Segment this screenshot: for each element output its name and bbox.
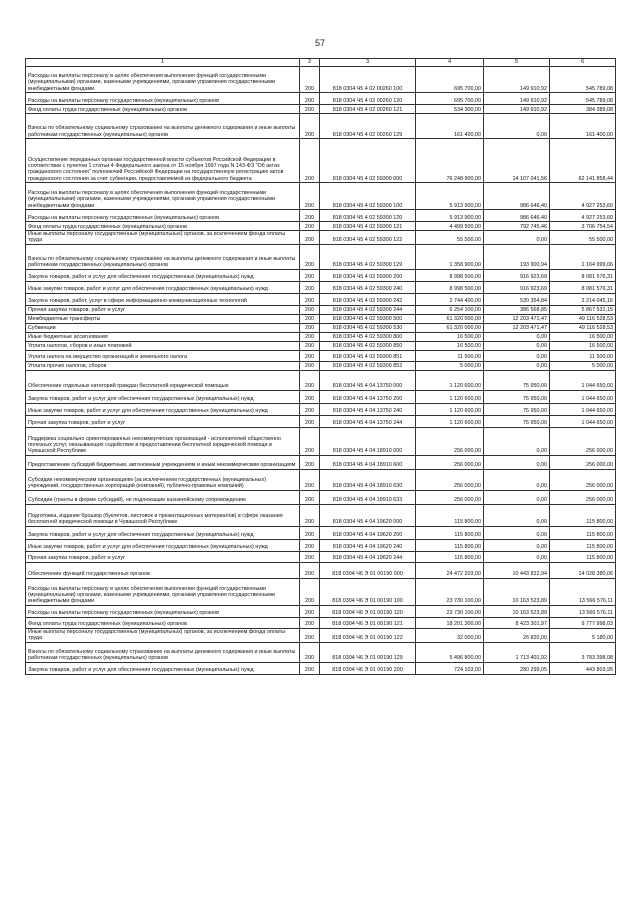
approved-amount-cell: 5 496 800,00 (416, 642, 484, 662)
row-name-cell: Расходы на выплаты персоналу в целях обеспечения выполнения функций государственными (муниципальными) органами, казенными учреждениями, органами управления государственными внебюджетными фондами (26, 183, 300, 210)
unexecuted-amount-cell: 5 180,00 (550, 628, 616, 642)
table-row (26, 183, 616, 210)
table-row (26, 403, 616, 415)
executed-amount-cell: 0,00 (484, 455, 550, 469)
executed-amount-cell: 193 900,94 (484, 244, 550, 269)
unexecuted-amount-cell: 545 789,08 (550, 67, 616, 93)
approved-amount-cell: 1 120 600,00 (416, 415, 484, 427)
column-header: 2 (300, 59, 320, 67)
row-code-cell: 200 (300, 341, 320, 350)
table-row (26, 323, 616, 332)
approved-amount-cell: 1 120 600,00 (416, 403, 484, 415)
approved-amount-cell: 695 700,00 (416, 67, 484, 93)
approved-amount-cell: 1 120 600,00 (416, 390, 484, 403)
executed-amount-cell: 10 443 822,94 (484, 562, 550, 578)
executed-amount-cell: 0,00 (484, 526, 550, 539)
executed-amount-cell: 149 910,92 (484, 93, 550, 105)
table-row (26, 642, 616, 662)
classification-code-cell: 818 0304 Ч5 4 02 00260 100 (320, 67, 416, 93)
row-name-cell: Предоставление субсидий бюджетным, автономным учреждениям и иным некоммерческим организациям (26, 455, 300, 469)
approved-amount-cell: 23 730 100,00 (416, 578, 484, 605)
unexecuted-amount-cell: 5 000,00 (550, 361, 616, 370)
unexecuted-amount-cell: 256 000,00 (550, 469, 616, 490)
unexecuted-amount-cell: 384 389,08 (550, 105, 616, 114)
unexecuted-amount-cell: 115 800,00 (550, 504, 616, 526)
unexecuted-amount-cell: 55 500,00 (550, 231, 616, 245)
executed-amount-cell: 1 713 401,92 (484, 642, 550, 662)
row-name-cell: Иные закупки товаров, работ и услуг для обеспечения государственных (муниципальных) нужд (26, 403, 300, 415)
column-header: 4 (416, 59, 484, 67)
table-row (26, 222, 616, 231)
executed-amount-cell: 75 950,00 (484, 390, 550, 403)
classification-code-cell: 818 0304 Ч5 4 02 59300 100 (320, 183, 416, 210)
row-code-cell: 200 (300, 562, 320, 578)
row-name-cell: Уплата налогов, сборов и иных платежей (26, 341, 300, 350)
approved-amount-cell: 76 248 900,00 (416, 139, 484, 183)
executed-amount-cell: 0,00 (484, 504, 550, 526)
executed-amount-cell: 149 910,92 (484, 67, 550, 93)
table-row (26, 469, 616, 490)
row-code-cell: 200 (300, 269, 320, 281)
row-code-cell: 200 (300, 222, 320, 231)
classification-code-cell: 818 0304 Ч6 Э 01 00190 000 (320, 562, 416, 578)
row-code-cell: 200 (300, 642, 320, 662)
approved-amount-cell: 11 500,00 (416, 350, 484, 361)
unexecuted-amount-cell: 256 000,00 (550, 490, 616, 504)
row-code-cell: 200 (300, 578, 320, 605)
approved-amount-cell: 5 913 900,00 (416, 183, 484, 210)
row-code-cell: 200 (300, 332, 320, 341)
executed-amount-cell: 0,00 (484, 350, 550, 361)
approved-amount-cell: 161 400,00 (416, 114, 484, 139)
approved-amount-cell: 256 000,00 (416, 455, 484, 469)
row-name-cell: Прочая закупка товаров, работ и услуг (26, 551, 300, 562)
executed-amount-cell: 14 107 041,56 (484, 139, 550, 183)
unexecuted-amount-cell: 1 044 650,00 (550, 390, 616, 403)
table-row (26, 305, 616, 314)
unexecuted-amount-cell: 9 777 998,03 (550, 617, 616, 628)
approved-amount-cell: 32 000,00 (416, 628, 484, 642)
executed-amount-cell: 916 923,69 (484, 281, 550, 293)
executed-amount-cell: 0,00 (484, 539, 550, 551)
unexecuted-amount-cell: 115 800,00 (550, 539, 616, 551)
row-name-cell: Обеспечение функций государственных органов (26, 562, 300, 578)
approved-amount-cell: 1 120 600,00 (416, 370, 484, 390)
classification-code-cell: 818 0304 Ч6 Э 01 00190 121 (320, 617, 416, 628)
unexecuted-amount-cell: 4 927 253,60 (550, 210, 616, 222)
unexecuted-amount-cell: 161 400,00 (550, 114, 616, 139)
row-name-cell: Иные закупки товаров, работ и услуг для обеспечения государственных (муниципальных) нужд (26, 539, 300, 551)
page-number: 57 (314, 38, 325, 48)
table-row (26, 114, 616, 139)
row-code-cell: 200 (300, 231, 320, 245)
classification-code-cell: 818 0304 Ч5 4 04 19620 244 (320, 551, 416, 562)
row-name-cell: Взносы по обязательному социальному страхованию на выплаты денежного содержания и иные выплаты работникам государственных (муниципальных) органов (26, 244, 300, 269)
row-name-cell: Иные бюджетные ассигнования (26, 332, 300, 341)
classification-code-cell: 818 0304 Ч5 4 02 59300 851 (320, 350, 416, 361)
executed-amount-cell: 986 646,40 (484, 183, 550, 210)
table-row (26, 332, 616, 341)
unexecuted-amount-cell: 13 566 576,11 (550, 605, 616, 617)
approved-amount-cell: 16 500,00 (416, 332, 484, 341)
classification-code-cell: 818 0304 Ч5 4 02 59300 800 (320, 332, 416, 341)
unexecuted-amount-cell: 1 164 999,06 (550, 244, 616, 269)
row-name-cell: Поддержка социально ориентированных некоммерческих организаций - исполнителей общественно полезных услуг, оказывающих содействие в предоставлении бесплатной юридической помощи в Чувашской Республике (26, 427, 300, 455)
approved-amount-cell: 724 103,00 (416, 662, 484, 674)
table-row (26, 539, 616, 551)
row-code-cell: 200 (300, 539, 320, 551)
row-name-cell: Расходы на выплаты персоналу государственных (муниципальных) органов (26, 210, 300, 222)
row-name-cell: Расходы на выплаты персоналу в целях обеспечения выполнения функций государственными (муниципальными) органами, казенными учреждениями, органами управления государственными внебюджетными фондами (26, 578, 300, 605)
executed-amount-cell: 0,00 (484, 341, 550, 350)
row-code-cell: 200 (300, 114, 320, 139)
classification-code-cell: 818 0304 Ч5 4 04 13750 240 (320, 403, 416, 415)
row-code-cell: 200 (300, 244, 320, 269)
approved-amount-cell: 18 201 300,00 (416, 617, 484, 628)
executed-amount-cell: 10 163 523,89 (484, 578, 550, 605)
classification-code-cell: 818 0304 Ч5 4 04 19620 200 (320, 526, 416, 539)
unexecuted-amount-cell: 115 800,00 (550, 526, 616, 539)
classification-code-cell: 818 0304 Ч5 4 04 18910 630 (320, 469, 416, 490)
classification-code-cell: 818 0304 Ч5 4 02 00260 120 (320, 93, 416, 105)
classification-code-cell: 818 0304 Ч5 4 02 59300 850 (320, 341, 416, 350)
row-code-cell: 200 (300, 551, 320, 562)
row-name-cell: Закупка товаров, работ и услуг для обеспечения государственных (муниципальных) нужд (26, 526, 300, 539)
approved-amount-cell: 5 000,00 (416, 361, 484, 370)
classification-code-cell: 818 0304 Ч5 4 02 59300 129 (320, 244, 416, 269)
approved-amount-cell: 24 472 203,00 (416, 562, 484, 578)
column-header: 5 (484, 59, 550, 67)
row-name-cell: Закупка товаров, работ и услуг для обеспечения государственных (муниципальных) нужд (26, 390, 300, 403)
approved-amount-cell: 23 730 100,00 (416, 605, 484, 617)
executed-amount-cell: 10 163 523,89 (484, 605, 550, 617)
unexecuted-amount-cell: 115 800,00 (550, 551, 616, 562)
executed-amount-cell: 0,00 (484, 469, 550, 490)
row-name-cell: Прочая закупка товаров, работ и услуг (26, 305, 300, 314)
approved-amount-cell: 61 320 000,00 (416, 314, 484, 323)
classification-code-cell: 818 0304 Ч6 Э 01 00190 129 (320, 642, 416, 662)
row-name-cell: Закупка товаров, работ и услуг для обеспечения государственных (муниципальных) нужд (26, 662, 300, 674)
table-row (26, 231, 616, 245)
table-row (26, 504, 616, 526)
row-name-cell: Расходы на выплаты персоналу государственных (муниципальных) органов (26, 93, 300, 105)
executed-amount-cell: 916 923,69 (484, 269, 550, 281)
classification-code-cell: 818 0304 Ч6 Э 01 00190 100 (320, 578, 416, 605)
classification-code-cell: 818 0304 Ч5 4 02 59300 121 (320, 222, 416, 231)
executed-amount-cell: 0,00 (484, 361, 550, 370)
row-code-cell: 200 (300, 67, 320, 93)
classification-code-cell: 818 0304 Ч5 4 02 59300 500 (320, 314, 416, 323)
row-code-cell: 200 (300, 415, 320, 427)
approved-amount-cell: 115 800,00 (416, 551, 484, 562)
table-row (26, 617, 616, 628)
row-name-cell: Расходы на выплаты персоналу в целях обеспечения выполнения функций государственными (муниципальными) органами, казенными учреждениями, органами управления государственными внебюджетными фондами (26, 67, 300, 93)
unexecuted-amount-cell: 1 044 650,00 (550, 370, 616, 390)
table-row (26, 390, 616, 403)
row-code-cell: 200 (300, 361, 320, 370)
executed-amount-cell: 0,00 (484, 114, 550, 139)
row-code-cell: 200 (300, 314, 320, 323)
approved-amount-cell: 115 800,00 (416, 504, 484, 526)
classification-code-cell: 818 0304 Ч5 4 02 59300 120 (320, 210, 416, 222)
row-name-cell: Фонд оплаты труда государственных (муниципальных) органов (26, 617, 300, 628)
classification-code-cell: 818 0304 Ч5 4 04 19620 000 (320, 504, 416, 526)
executed-amount-cell: 0,00 (484, 231, 550, 245)
table-row (26, 93, 616, 105)
executed-amount-cell: 12 203 471,47 (484, 314, 550, 323)
row-name-cell: Субсидии (гранты в форме субсидий), не подлежащие казначейскому сопровождению (26, 490, 300, 504)
unexecuted-amount-cell: 14 028 380,06 (550, 562, 616, 578)
table-row (26, 578, 616, 605)
executed-amount-cell: 0,00 (484, 332, 550, 341)
classification-code-cell: 818 0304 Ч5 4 04 18910 000 (320, 427, 416, 455)
row-name-cell: Субвенции (26, 323, 300, 332)
approved-amount-cell: 695 700,00 (416, 93, 484, 105)
classification-code-cell: 818 0304 Ч5 4 04 13750 000 (320, 370, 416, 390)
executed-amount-cell: 75 950,00 (484, 403, 550, 415)
approved-amount-cell: 256 000,00 (416, 469, 484, 490)
row-code-cell: 200 (300, 662, 320, 674)
approved-amount-cell: 61 320 000,00 (416, 323, 484, 332)
executed-amount-cell: 75 950,00 (484, 415, 550, 427)
row-code-cell: 200 (300, 427, 320, 455)
row-name-cell: Уплата налога на имущество организаций и земельного налога (26, 350, 300, 361)
executed-amount-cell: 530 354,84 (484, 293, 550, 305)
table-row (26, 139, 616, 183)
table-row (26, 605, 616, 617)
row-name-cell: Взносы по обязательному социальному страхованию на выплаты денежного содержания и иные выплаты работникам государственных (муниципальных) органов (26, 114, 300, 139)
executed-amount-cell: 75 950,00 (484, 370, 550, 390)
row-code-cell: 200 (300, 605, 320, 617)
unexecuted-amount-cell: 3 783 398,08 (550, 642, 616, 662)
classification-code-cell: 818 0304 Ч5 4 02 00260 121 (320, 105, 416, 114)
row-code-cell: 200 (300, 526, 320, 539)
executed-amount-cell: 792 745,46 (484, 222, 550, 231)
approved-amount-cell: 1 358 900,00 (416, 244, 484, 269)
unexecuted-amount-cell: 49 116 528,53 (550, 314, 616, 323)
executed-amount-cell: 280 299,05 (484, 662, 550, 674)
table-row (26, 427, 616, 455)
approved-amount-cell: 8 998 500,00 (416, 269, 484, 281)
row-code-cell: 200 (300, 305, 320, 314)
executed-amount-cell: 149 910,92 (484, 105, 550, 114)
classification-code-cell: 818 0304 Ч5 4 02 59300 200 (320, 269, 416, 281)
row-name-cell: Субсидии некоммерческим организациям (за исключением государственных (муниципальных) учреждений, государственных корпораций (компаний), публично-правовых компаний) (26, 469, 300, 490)
row-code-cell: 200 (300, 210, 320, 222)
table-row (26, 662, 616, 674)
executed-amount-cell: 386 568,85 (484, 305, 550, 314)
classification-code-cell: 818 0304 Ч5 4 04 13750 244 (320, 415, 416, 427)
table-row (26, 551, 616, 562)
approved-amount-cell: 115 800,00 (416, 539, 484, 551)
row-name-cell: Обеспечение отдельных категорий граждан бесплатной юридической помощью (26, 370, 300, 390)
executed-amount-cell: 8 423 301,97 (484, 617, 550, 628)
table-row (26, 562, 616, 578)
table-row (26, 361, 616, 370)
approved-amount-cell: 4 499 500,00 (416, 222, 484, 231)
row-code-cell: 200 (300, 617, 320, 628)
approved-amount-cell: 256 000,00 (416, 490, 484, 504)
row-name-cell: Фонд оплаты труда государственных (муниципальных) органов (26, 105, 300, 114)
table-row (26, 415, 616, 427)
table-row (26, 341, 616, 350)
unexecuted-amount-cell: 16 500,00 (550, 332, 616, 341)
row-name-cell: Межбюджетные трансферты (26, 314, 300, 323)
row-code-cell: 200 (300, 105, 320, 114)
table-row (26, 269, 616, 281)
unexecuted-amount-cell: 4 927 253,60 (550, 183, 616, 210)
approved-amount-cell: 115 800,00 (416, 526, 484, 539)
classification-code-cell: 818 0304 Ч5 4 02 59300 530 (320, 323, 416, 332)
row-name-cell: Иные закупки товаров, работ и услуг для обеспечения государственных (муниципальных) нужд (26, 281, 300, 293)
unexecuted-amount-cell: 49 116 528,53 (550, 323, 616, 332)
executed-amount-cell: 0,00 (484, 490, 550, 504)
approved-amount-cell: 534 300,00 (416, 105, 484, 114)
budget-table (25, 58, 616, 675)
column-header: 6 (550, 59, 616, 67)
row-code-cell: 200 (300, 139, 320, 183)
unexecuted-amount-cell: 1 044 650,00 (550, 403, 616, 415)
classification-code-cell: 818 0304 Ч5 4 02 59300 242 (320, 293, 416, 305)
row-code-cell: 200 (300, 403, 320, 415)
row-code-cell: 200 (300, 183, 320, 210)
unexecuted-amount-cell: 8 081 576,31 (550, 281, 616, 293)
row-name-cell: Закупка товаров, работ, услуг в сфере информационно-коммуникационных технологий (26, 293, 300, 305)
row-code-cell: 200 (300, 350, 320, 361)
classification-code-cell: 818 0304 Ч5 4 04 13750 200 (320, 390, 416, 403)
row-code-cell: 200 (300, 469, 320, 490)
executed-amount-cell: 0,00 (484, 427, 550, 455)
table-row (26, 455, 616, 469)
approved-amount-cell: 6 254 100,00 (416, 305, 484, 314)
unexecuted-amount-cell: 16 500,00 (550, 341, 616, 350)
classification-code-cell: 818 0304 Ч5 4 02 59300 244 (320, 305, 416, 314)
unexecuted-amount-cell: 2 214 045,16 (550, 293, 616, 305)
approved-amount-cell: 2 744 400,00 (416, 293, 484, 305)
classification-code-cell: 818 0304 Ч6 Э 01 00190 122 (320, 628, 416, 642)
unexecuted-amount-cell: 11 500,00 (550, 350, 616, 361)
table-row (26, 370, 616, 390)
unexecuted-amount-cell: 62 141 858,44 (550, 139, 616, 183)
row-name-cell: Иные выплаты персоналу государственных (муниципальных) органов, за исключением фонда оплаты труда (26, 231, 300, 245)
row-code-cell: 200 (300, 93, 320, 105)
row-name-cell: Осуществление переданных органам государственной власти субъектов Российской Федерации в соответствии с пунктом 1 статьи 4 Федерального закона от 15 ноября 1997 года N 143-ФЗ "Об актах гражданского состояния" полномочий Российской Федерации на государственную регистрацию актов гражданского состояния за счет субвенции, предоставляемой из федерального бюджета (26, 139, 300, 183)
unexecuted-amount-cell: 3 706 754,54 (550, 222, 616, 231)
unexecuted-amount-cell: 8 081 576,31 (550, 269, 616, 281)
table-row (26, 67, 616, 93)
unexecuted-amount-cell: 443 803,95 (550, 662, 616, 674)
row-name-cell: Подготовка, издание брошюр (буклетов, листовок и презентационных материалов) в сфере оказания бесплатной юридической помощи в Чувашской Республике (26, 504, 300, 526)
executed-amount-cell: 26 820,00 (484, 628, 550, 642)
row-name-cell: Расходы на выплаты персоналу государственных (муниципальных) органов (26, 605, 300, 617)
row-code-cell: 200 (300, 370, 320, 390)
table-row (26, 293, 616, 305)
unexecuted-amount-cell: 1 044 650,00 (550, 415, 616, 427)
table-row (26, 350, 616, 361)
unexecuted-amount-cell: 256 000,00 (550, 455, 616, 469)
row-name-cell: Уплата прочих налогов, сборов (26, 361, 300, 370)
executed-amount-cell: 12 203 471,47 (484, 323, 550, 332)
row-name-cell: Прочая закупка товаров, работ и услуг (26, 415, 300, 427)
table-row (26, 244, 616, 269)
classification-code-cell: 818 0304 Ч5 4 02 59300 852 (320, 361, 416, 370)
classification-code-cell: 818 0304 Ч5 4 02 59300 240 (320, 281, 416, 293)
unexecuted-amount-cell: 256 000,00 (550, 427, 616, 455)
row-code-cell: 200 (300, 293, 320, 305)
unexecuted-amount-cell: 5 867 531,15 (550, 305, 616, 314)
classification-code-cell: 818 0304 Ч5 4 02 59300 122 (320, 231, 416, 245)
classification-code-cell: 818 0304 Ч5 4 02 00260 129 (320, 114, 416, 139)
row-name-cell: Взносы по обязательному социальному страхованию на выплаты денежного содержания и иные выплаты работникам государственных (муниципальных) органов (26, 642, 300, 662)
table-header-row (26, 59, 616, 67)
unexecuted-amount-cell: 13 566 576,11 (550, 578, 616, 605)
unexecuted-amount-cell: 545 789,08 (550, 93, 616, 105)
table-row (26, 210, 616, 222)
executed-amount-cell: 0,00 (484, 551, 550, 562)
table-row (26, 281, 616, 293)
row-name-cell: Иные выплаты персоналу государственных (муниципальных) органов, за исключением фонда оплаты труда (26, 628, 300, 642)
classification-code-cell: 818 0304 Ч6 Э 01 00190 120 (320, 605, 416, 617)
approved-amount-cell: 55 500,00 (416, 231, 484, 245)
classification-code-cell: 818 0304 Ч6 Э 01 00190 200 (320, 662, 416, 674)
table-row (26, 314, 616, 323)
row-code-cell: 200 (300, 281, 320, 293)
classification-code-cell: 818 0304 Ч5 4 04 19620 240 (320, 539, 416, 551)
approved-amount-cell: 5 913 900,00 (416, 210, 484, 222)
table-row (26, 628, 616, 642)
approved-amount-cell: 256 000,00 (416, 427, 484, 455)
row-code-cell: 200 (300, 490, 320, 504)
classification-code-cell: 818 0304 Ч5 4 04 18910 633 (320, 490, 416, 504)
column-header: 1 (26, 59, 300, 67)
approved-amount-cell: 8 998 500,00 (416, 281, 484, 293)
approved-amount-cell: 16 500,00 (416, 341, 484, 350)
table-row (26, 526, 616, 539)
classification-code-cell: 818 0304 Ч5 4 02 59300 000 (320, 139, 416, 183)
row-code-cell: 200 (300, 504, 320, 526)
row-code-cell: 200 (300, 390, 320, 403)
row-code-cell: 200 (300, 628, 320, 642)
table-row (26, 490, 616, 504)
classification-code-cell: 818 0304 Ч5 4 04 18910 600 (320, 455, 416, 469)
row-name-cell: Закупка товаров, работ и услуг для обеспечения государственных (муниципальных) нужд (26, 269, 300, 281)
table-row (26, 105, 616, 114)
executed-amount-cell: 986 646,40 (484, 210, 550, 222)
row-code-cell: 200 (300, 323, 320, 332)
row-name-cell: Фонд оплаты труда государственных (муниципальных) органов (26, 222, 300, 231)
row-code-cell: 200 (300, 455, 320, 469)
column-header: 3 (320, 59, 416, 67)
